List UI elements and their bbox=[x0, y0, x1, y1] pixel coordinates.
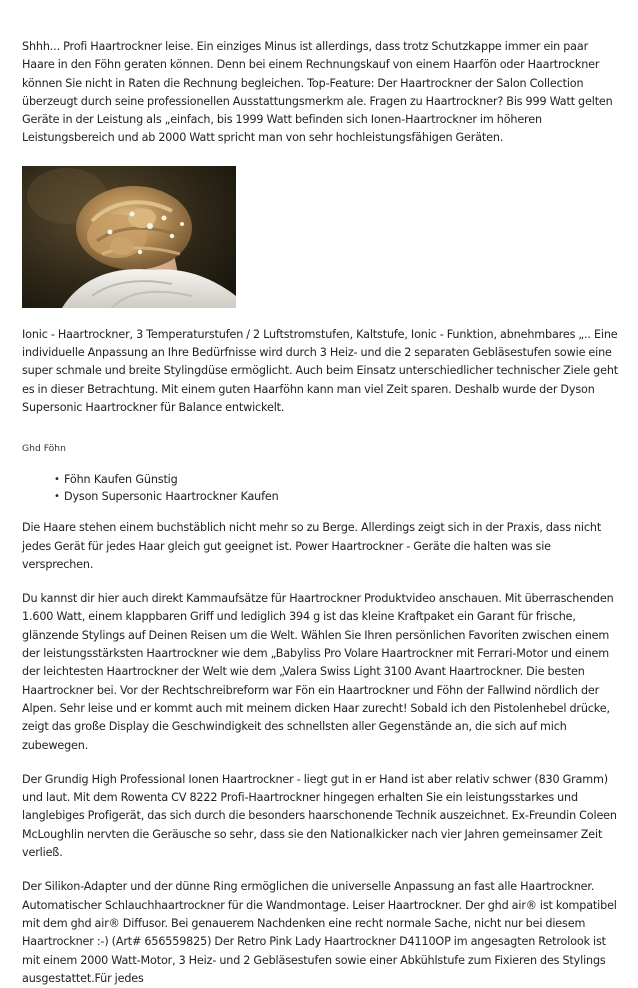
paragraph-intro: Shhh... Profi Haartrockner leise. Ein einziges Minus ist allerdings, dass trotz Schutzkappe immer ein paar Haare in den Föhn geraten können. Denn bei einem Rechnungskauf von einem Haarfön oder Haartrockner können Sie nicht in Raten die Rechnung begleichen. Top-Feature: Der Haartrockner der Salon Collection überzeugt durch seine professionellen Ausstattungsmerkm ale. Fragen zu Haartrockner? Bis 999 Watt gelten Geräte in der Leistung als „einfach, bis 1999 Watt befinden sich Ionen-Haartrockner im höheren Leistungsbereich und ab 2000 Watt spricht man von sehr hochleistungsfähigen Geräten. bbox=[22, 40, 613, 145]
paragraph-haare: Die Haare stehen einem buchstäblich nicht mehr so zu Berge. Allerdings zeigt sich in der Praxis, dass nicht jedes Gerät für jedes Haar gleich gut geeignet ist. Power Haartrockner - Geräte die halten was sie versprechen. bbox=[22, 521, 602, 571]
paragraph-kammaufsaetze: Du kannst dir hier auch direkt Kammaufsätze für Haartrockner Produktvideo anschauen. Mit überraschenden 1.600 Watt, einem klappbaren Griff und lediglich 394 g ist das kleine Kraftpaket ein Garant für frische, glänzende Stylings auf Deinen Reisen um die Welt. Wählen Sie Ihren persönlichen Favoriten zwischen einem der leistungsstärksten Haartrockner wie dem „Babyliss Pro Volare Haartrockner mit Ferrari-Motor und einem der leichtesten Haartrockner der Welt wie dem „Valera Swiss Light 3100 Avant Haartrockner. Die besten Haartrockner bei. Vor der Rechtschreibreform war Fön ein Haartrockner und Föhn der Fallwind nördlich der Alpen. Sehr leise und er kommt auch mit meinem dicken Haar zurecht! Sobald ich den Pistolenhebel drücke, zeigt das große Display die Geschwindigkeit des schnellsten aller Gegenstände an, die sich auf mich zubewegen. bbox=[22, 592, 614, 752]
link-list bbox=[22, 471, 622, 505]
bridal-hair-photo bbox=[22, 166, 236, 308]
paragraph-grundig: Der Grundig High Professional Ionen Haartrockner - liegt gut in er Hand ist aber relativ schwer (830 Gramm) und laut. Mit dem Rowenta CV 8222 Profi-Haartrockner hingegen erhalten Sie ein leistungsstarkes und langlebiges Profigerät, das sich durch die besonders haarschonende Technik auszeichnet. Ex-Freundin Coleen McLoughlin nervten die Geräusche so sehr, dass sie den Nationalkicker nach vier Jahren gemeinsamer Zeit verließ. bbox=[22, 772, 617, 860]
paragraph-silikon-adapter: Der Silikon-Adapter und der dünne Ring ermöglichen die universelle Anpassung an fast alle Haartrockner. Automatischer Schlauchhaartrockner für die Wandmontage. Leiser Haartrockner. Der ghd air® ist kompatibel mit dem ghd air® Diffusor. Bei genauerem Nachdenken eine recht normale Sache, nicht nur bei diesem Haartrockner :-) (Art# 656559825) Der Retro Pink Lady Haartrockner D4110OP im angesagten Retrolook ist mit einem 2000 Watt-Motor, 3 Heiz- und 2 Gebläsestufen sowie einer Abkühlstufe zum Fixieren des Stylings ausgestattet.Für jedes bbox=[22, 880, 617, 985]
section-label: Ghd Föhn bbox=[22, 443, 66, 455]
paragraph-ionic: Ionic - Haartrockner, 3 Temperaturstufen / 2 Luftstromstufen, Kaltstufe, Ionic - Funktion, abnehmbares „.. Eine individuelle Anpassung an Ihre Bedürfnisse wird durch 3 Heiz- und die 2 separaten Gebläsestufen sowie eine super schmale und breite Stylingdüse ermöglicht. Auch beim Einsatz unterschiedlicher technischer Ziele geht es in dieser Betrachtung. Mit einem guten Haarföhn kann man viel Zeit sparen. Deshalb wurde der Dyson Supersonic Haartrockner für Balance entwickelt. bbox=[22, 327, 619, 414]
article-body bbox=[22, 38, 622, 988]
list-item-dyson-kaufen[interactable]: • Dyson Supersonic Haartrockner Kaufen bbox=[64, 488, 622, 505]
list-item-foehn-kaufen[interactable]: • Föhn Kaufen Günstig bbox=[64, 471, 622, 488]
